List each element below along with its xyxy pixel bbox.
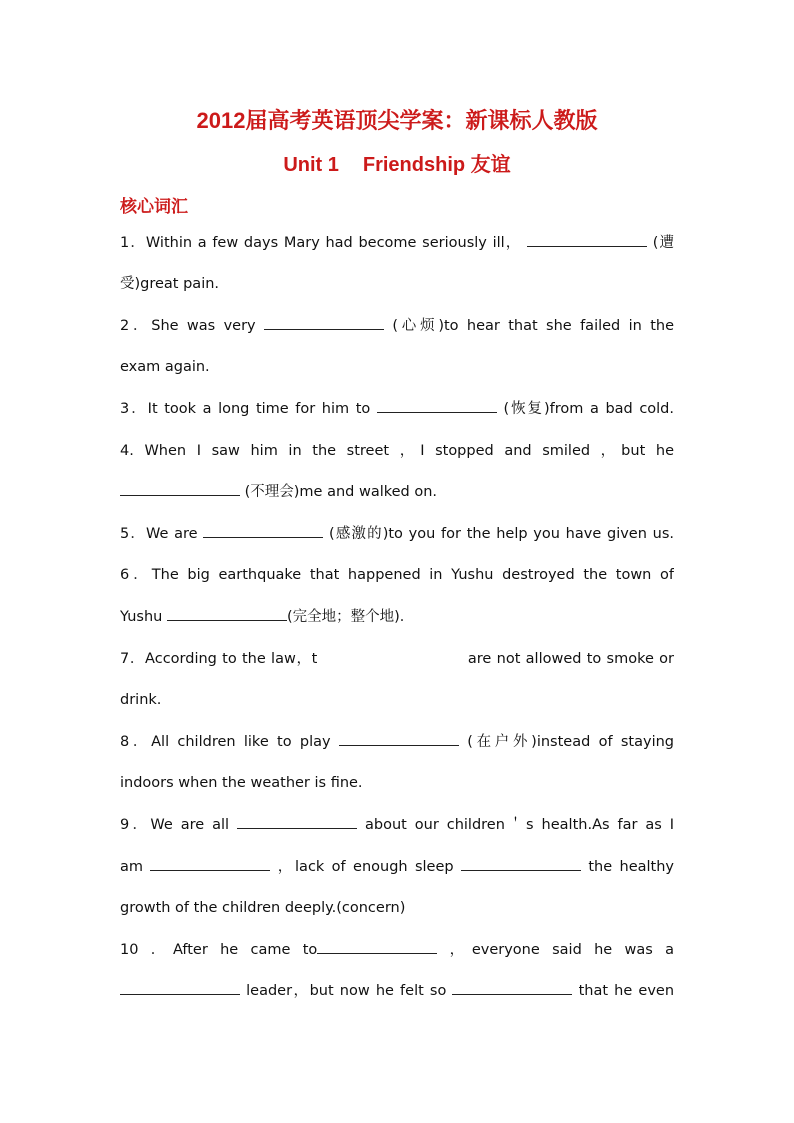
- question-10-text: 10 ．After he came to: [120, 942, 318, 958]
- question-7-text-cont: are not allowed to smoke or: [467, 651, 674, 667]
- question-6-text: 6．The big earthquake that happened in Yushu destroyed the town of: [120, 567, 674, 583]
- question-2-line-2: [120, 355, 674, 379]
- question-10-text-cont: ，everyone said he was a: [449, 942, 674, 958]
- question-5-line-1: [120, 522, 674, 546]
- question-9-line-3: [120, 896, 674, 920]
- answer-blank-10a: [317, 938, 437, 954]
- answer-blank-9c: [461, 855, 581, 871]
- question-4-line-1: [120, 439, 674, 463]
- question-9-text: 9．We are all: [120, 817, 230, 833]
- question-4-line-2: [120, 480, 674, 504]
- question-2-text-cont: exam again.: [120, 359, 210, 375]
- question-2-line-1: [120, 314, 674, 338]
- question-9-text-final: growth of the children deeply.(concern): [120, 900, 406, 916]
- question-8-text-cont: indoors when the weather is fine.: [120, 775, 363, 791]
- question-1-text: 1．Within a few days Mary had become seriously ill，: [120, 235, 522, 251]
- question-1-hint: (遭: [652, 235, 674, 251]
- answer-blank-3: [377, 397, 497, 413]
- question-8-line-1: [120, 730, 674, 754]
- unit-name: Friendship 友谊: [362, 154, 511, 176]
- question-7-text-end: drink.: [120, 692, 162, 708]
- answer-blank-2: [264, 314, 384, 330]
- question-5-text: 5．We are: [120, 526, 198, 542]
- question-2-text: 2．She was very: [120, 318, 256, 334]
- question-8-line-2: [120, 771, 674, 795]
- question-9-text-mid: ，lack of enough sleep: [277, 859, 454, 875]
- question-6-hint: (完全地；整个地)．: [286, 609, 415, 625]
- question-9-line-2: [120, 855, 674, 879]
- question-4-text: 4. When I saw him in the street ，I stopped and smiled ，but he: [120, 443, 674, 459]
- document-title: 2012届高考英语顶尖学案：新课标人教版: [196, 108, 598, 133]
- question-6-text-cont: Yushu: [120, 609, 163, 625]
- question-7-text: 7．According to the law，t: [120, 651, 318, 667]
- section-heading: 核心词汇: [120, 197, 188, 217]
- answer-blank-9a: [237, 813, 357, 829]
- answer-blank-5: [203, 522, 323, 538]
- question-1-line-1: [120, 231, 674, 255]
- question-9-line-1: [120, 813, 674, 837]
- question-4-hint: (不理会)me and walked on.: [244, 484, 438, 500]
- question-9-text-cont: about our children＇s health.As far as I: [364, 817, 674, 833]
- answer-blank-8: [339, 730, 459, 746]
- question-7-line-1: [120, 647, 674, 671]
- answer-blank-9b: [150, 855, 270, 871]
- answer-blank-1: [527, 231, 647, 247]
- question-9-text-end: the healthy: [588, 859, 674, 875]
- question-3-hint: (恢复)from a bad cold.: [503, 401, 674, 417]
- question-3-text: 3．It took a long time for him to: [120, 401, 371, 417]
- question-6-line-1: [120, 563, 674, 587]
- question-10-line-1: [120, 938, 674, 962]
- question-10-text-mid: leader，but now he felt so: [246, 983, 447, 999]
- question-8-hint: (在户外)instead of staying: [467, 734, 674, 750]
- unit-title: [0, 148, 794, 177]
- question-1-text-cont: 受)great pain.: [120, 276, 220, 292]
- question-10-text-end: that he even: [578, 983, 674, 999]
- question-7-line-2: [120, 688, 674, 712]
- answer-blank-10c: [452, 979, 572, 995]
- answer-blank-4: [120, 480, 240, 496]
- question-5-hint: (感激的)to you for the help you have given us.: [329, 526, 674, 542]
- question-6-line-2: [120, 605, 674, 629]
- question-9-text-am: am: [120, 859, 144, 875]
- answer-blank-6: [167, 605, 287, 621]
- question-1-line-2: [120, 272, 674, 296]
- answer-blank-10b: [120, 979, 240, 995]
- question-8-text: 8．All children like to play: [120, 734, 331, 750]
- question-10-line-2: [120, 979, 674, 1003]
- question-2-hint: (心烦)to hear that she failed in the: [392, 318, 674, 334]
- question-3-line-1: [120, 397, 674, 421]
- unit-number: Unit 1: [283, 154, 339, 176]
